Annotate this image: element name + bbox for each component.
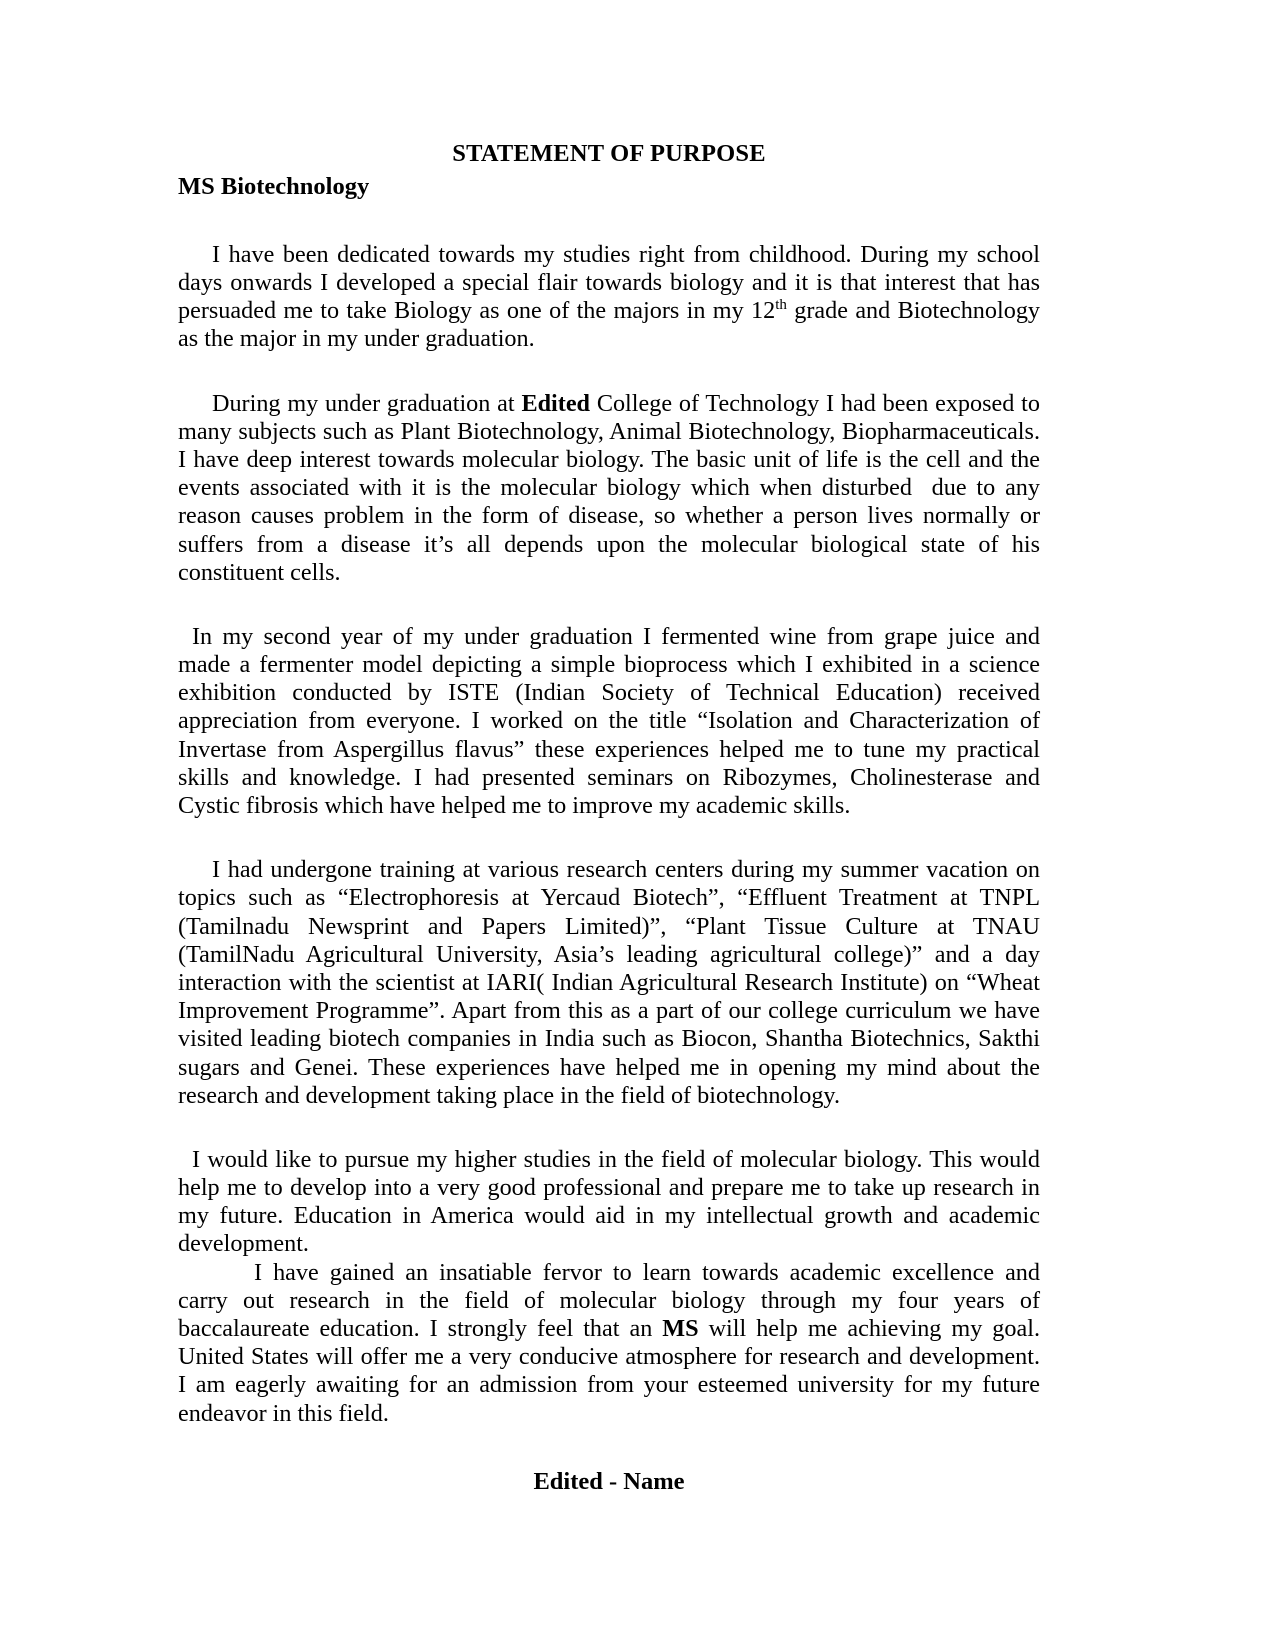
spacer — [178, 202, 1040, 241]
paragraph-4-text: I had undergone training at various research centers during my summer vacation on topics such as “Electrophoresis at Yercaud Biotech”, “Effluent Treatment at TNPL (Tamilnadu Newsprint and Papers Limited)”, “Plant Tissue Culture at TNAU (TamilNadu Agricultural University, Asia’s leading agricultural college)” and a day interaction with the scientist at IARI( Indian Agricultural Research Institute) on “Wheat Improvement Programme”. Apart from this as a part of our college curriculum we have visited leading biotech companies in India such as Biocon, Shantha Biotechnics, Sakthi sugars and Genei. These experiences have helped me in opening my mind about the research and development taking place in the field of biotechnology. — [178, 856, 1047, 1109]
signature-line: Edited - Name — [533, 1468, 685, 1495]
paragraph-3 — [178, 622, 1047, 820]
paragraph-6-text-a: I have gained an insatiable fervor to learn towards academic excellence and carry out research in the field of molecular biology through my four years of baccalaureate education. I strongly feel that an — [178, 1258, 1047, 1342]
paragraph-1 — [178, 240, 1047, 354]
paragraph-2 — [178, 389, 1047, 587]
paragraph-1-text-b: grade and Biotechnology as the major in my under graduation. — [178, 297, 1047, 353]
ordinal-superscript: th — [775, 297, 787, 314]
spacer — [178, 354, 1040, 390]
spacer — [178, 587, 1040, 623]
document-body — [178, 140, 1053, 1428]
paragraph-4 — [178, 856, 1047, 1110]
paragraph-2-text-b: College of Technology I had been exposed to many subjects such as Plant Biotechnology, Animal Biotechnology, Biopharmaceuticals. I have deep interest towards molecular biology. The basic unit of life is the cell and the events associated with it is the molecular biology which when disturbed due to any reason causes problem in the form of disease, so whether a person lives normally or suffers from a disease it’s all depends upon the molecular biological state of his constituent cells. — [178, 389, 1047, 586]
spacer — [178, 1110, 1040, 1146]
paragraph-6-text-b: will help me achieving my goal. United States will offer me a very conducive atmosphere for research and development. I am eagerly awaiting for an admission from your esteemed university for my future endeavor in this field. — [178, 1315, 1053, 1427]
spacer — [178, 820, 1040, 856]
paragraph-6 — [178, 1258, 1053, 1428]
degree-abbreviation: MS — [662, 1315, 699, 1342]
program-subtitle: MS Biotechnology — [178, 172, 370, 200]
paragraph-1-text-a: I have been dedicated towards my studies right from childhood. During my school days onwards I developed a special flair towards biology and it is that interest that has persuaded me to take Biology as one of the majors in my 12 — [178, 240, 1047, 325]
paragraph-5 — [178, 1145, 1047, 1259]
paragraph-3-text: In my second year of my under graduation I fermented wine from grape juice and made a fermenter model depicting a simple bioprocess which I exhibited in a science exhibition conducted by ISTE (Indian Society of Technical Education) received appreciation from everyone. I worked on the title “Isolation and Characterization of Invertase from Aspergillus flavus” these experiences helped me to tune my practical skills and knowledge. I had presented seminars on Ribozymes, Cholinesterase and Cystic fibrosis which have helped me to improve my academic skills. — [178, 622, 1047, 819]
redacted-college-name: Edited — [521, 389, 591, 417]
paragraph-5-text: I would like to pursue my higher studies in the field of molecular biology. This would help me to develop into a very good professional and prepare me to take up research in my future. Education in America would aid in my intellectual growth and academic development. — [178, 1145, 1047, 1258]
page-title: STATEMENT OF PURPOSE — [452, 140, 766, 167]
paragraph-2-text-a: During my under graduation at — [212, 389, 522, 417]
